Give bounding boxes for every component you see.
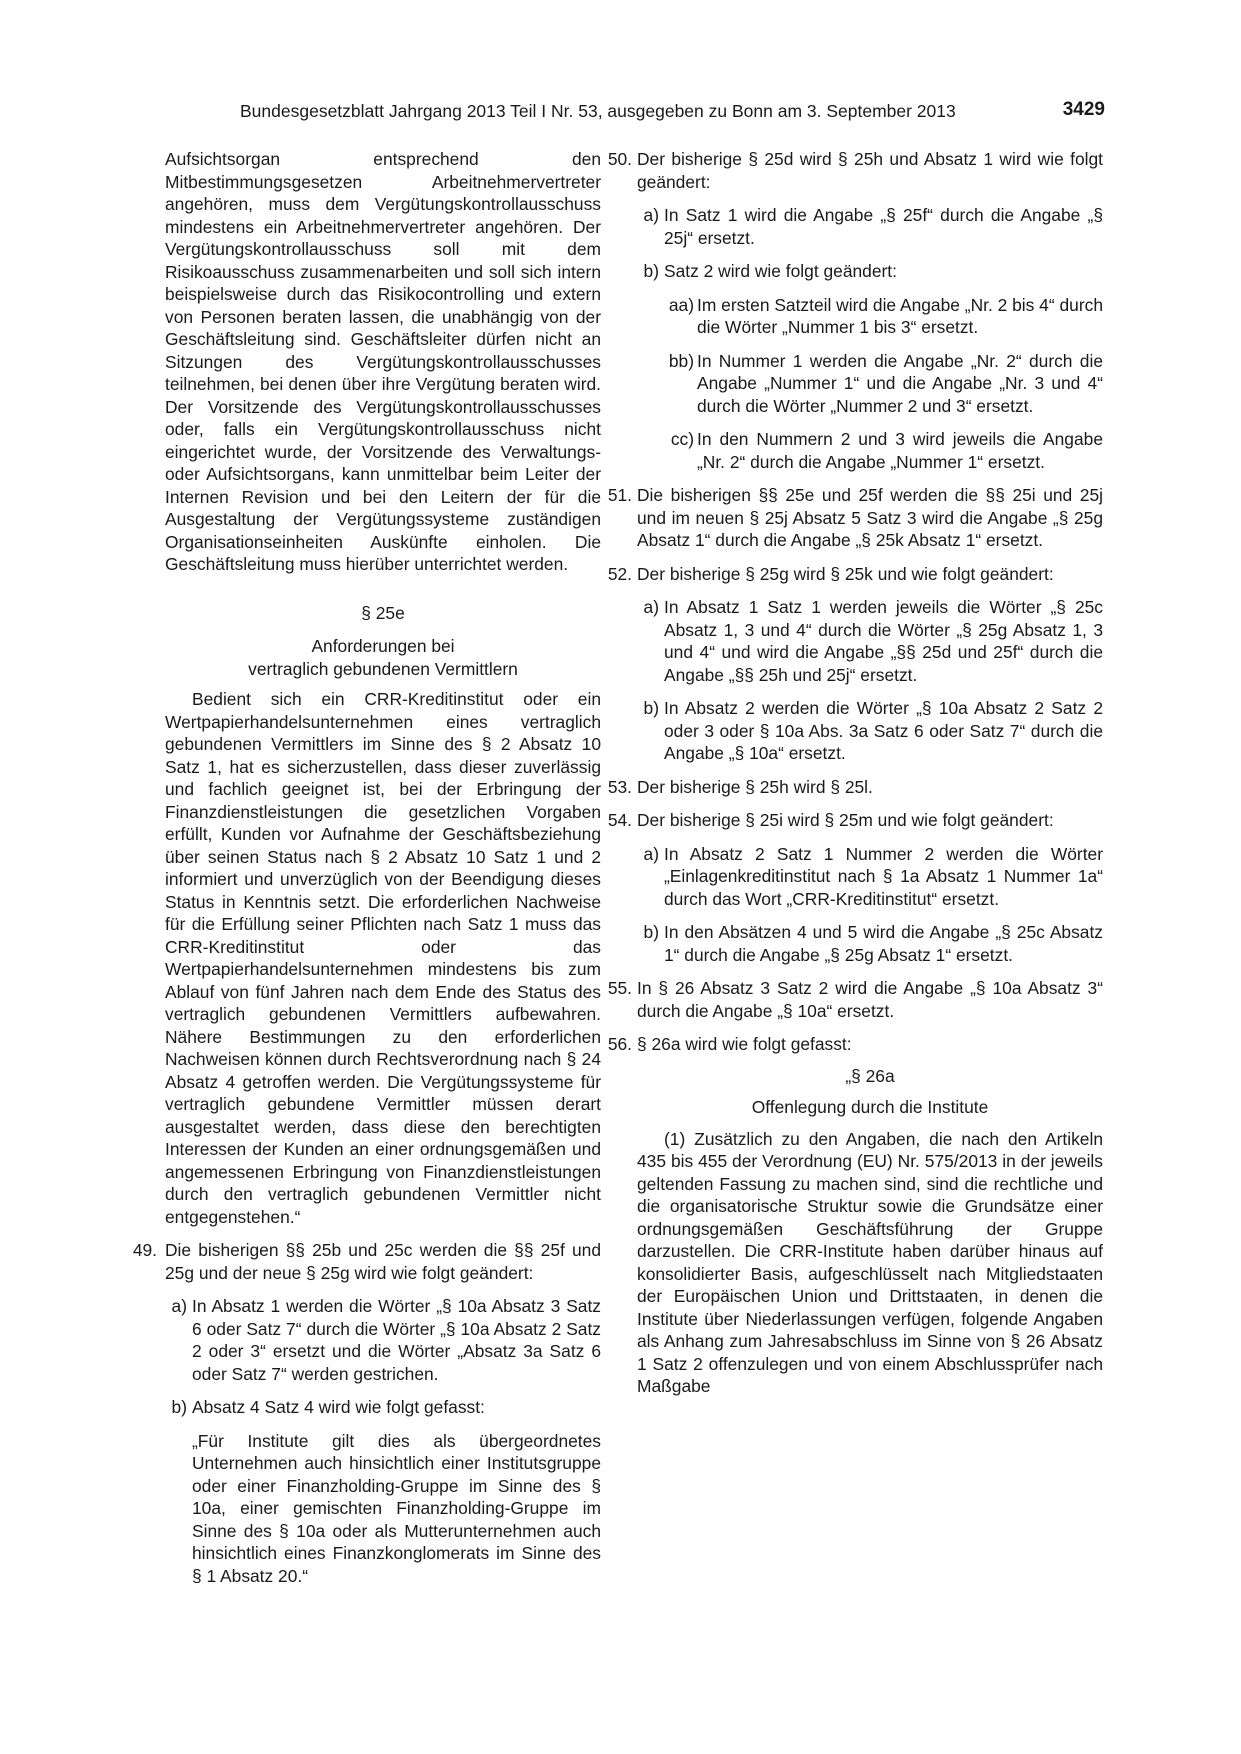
list-item-49 [132,1239,601,1587]
item-number: 50. [607,149,632,169]
list-item-50 [607,148,1103,473]
item-number: 52. [607,563,632,584]
sub-sub-item-text: In Nummer 1 werden die Angabe „Nr. 2“ durch die Angabe „Nummer 1“ und die Angabe „Nr. 3 und 4“ durch die Wörter „Nummer 2 und 3“ ersetzt. [697,350,1103,416]
quoted-paragraph-1: (1) Zusätzlich zu den Angaben, die nach den Artikeln 435 bis 455 der Verordnung (EU) Nr. 575/2013 in der jeweils geltenden Fassung zu machen sind, sind die rechtliche und die organisatorische Struktur sowie die Grundsätze einer ordnungsgemäßen Geschäftsführung der Gruppe darzustellen. Die CRR-Institute haben darüber hinaus auf konsolidierter Basis, aufgeschlüsselt nach Mitgliedstaaten der Europäischen Union und Drittstaaten, in denen die Institute über Niederlassungen verfügen, folgende Angaben als Anhang zum Jahresabschluss im Sinne von § 26 Absatz 1 Satz 2 offenzulegen und von einem Abschlussprüfer nach Maßgabe [637,1128,1103,1396]
list-item-56 [607,1033,1103,1398]
list-item-54 [607,809,1103,966]
sub-item-b [637,260,1103,283]
left-column [132,148,601,1598]
section-number: § 25e [361,602,405,623]
sub-item-text: Absatz 4 Satz 4 wird wie folgt gefasst: [192,1397,485,1417]
item-text: Die bisherigen §§ 25e und 25f werden die §§ 25i und 25j und im neuen § 25j Absatz 5 Satz 3 wird die Angabe „§ 25g Absatz 1“ durch die Angabe „§ 25k Absatz 1“ ersetzt. [637,485,1103,550]
sub-item-text: In Absatz 1 werden die Wörter „§ 10a Absatz 3 Satz 6 oder Satz 7“ durch die Wörter „§ 10a Absatz 2 Satz 2 oder 3“ ersetzt und die Wörter „Absatz 3a Satz 6 oder Satz 7“ werden gestrichen. [192,1296,601,1384]
sub-item-number: b) [643,261,659,281]
sub-sub-item-bb [637,350,1103,418]
sub-sub-item-number: aa) [668,294,694,315]
sub-sub-item-text: In den Nummern 2 und 3 wird jeweils die Angabe „Nr. 2“ durch die Angabe „Nummer 1“ ersetzt. [697,429,1103,472]
item-number: 51. [607,485,632,505]
sub-item-text: In Satz 1 wird die Angabe „§ 25f“ durch die Angabe „§ 25j“ ersetzt. [664,205,1103,248]
section-title-line-2: vertraglich gebundenen Vermittlern [248,658,518,679]
item-text: Die bisherigen §§ 25b und 25c werden die §§ 25f und 25g und der neue § 25g wird wie folgt geändert: [165,1240,601,1283]
sub-item-number: a) [643,843,659,864]
sub-item-a [637,204,1103,249]
item-text: Der bisherige § 25i wird § 25m und wie folgt geändert: [637,810,1054,830]
quoted-section-number: „§ 26a [845,1065,895,1086]
list-item-53 [607,776,1103,799]
item-text: Der bisherige § 25d wird § 25h und Absatz 1 wird wie folgt geändert: [637,149,1103,192]
item-number: 49. [132,1240,157,1260]
page-header [163,101,1117,127]
sub-sub-item-number: cc) [670,429,694,449]
section-title-line-1: Anforderungen bei [311,636,455,656]
sub-item-b [637,921,1103,966]
item-number: 55. [607,978,632,998]
sub-item-number: b) [171,1397,187,1417]
sub-item-b [637,697,1103,765]
item-text: In § 26 Absatz 3 Satz 2 wird die Angabe „§ 10a Absatz 3“ durch die Angabe „§ 10a“ ersetzt. [637,978,1103,1021]
quoted-section-title: Offenlegung durch die Institute [751,1097,989,1117]
sub-item-text: In Absatz 1 Satz 1 werden jeweils die Wörter „§ 25c Absatz 1, 3 und 4“ durch die Wörter „§ 25g Absatz 1, 3 und 4“ und wird die Angabe „§§ 25d und 25f“ durch die Angabe „§§ 25h und 25j“ ersetzt. [664,597,1103,685]
page-number: 3429 [1062,99,1105,120]
sub-item-number: b) [643,698,659,718]
sub-item-a [637,596,1103,686]
sub-item-text: In Absatz 2 Satz 1 Nummer 2 werden die Wörter „Einlagenkreditinstitut nach § 1a Absatz 1 Nummer 1a“ durch das Wort „CRR-Kreditinstitut“ ersetzt. [664,843,1103,909]
right-column [607,148,1103,1409]
sub-item-text: In den Absätzen 4 und 5 wird die Angabe „§ 25c Absatz 1“ durch die Angabe „§ 25g Absatz 1“ ersetzt. [664,922,1103,965]
quoted-text: „Für Institute gilt dies als übergeordnetes Unternehmen auch hinsichtlich einer Institutsgruppe oder einer Finanzholding-Gruppe im Sinne des § 10a, einer gemischten Finanzholding-Gruppe im Sinne des § 10a oder als Mutterunternehmen auch hinsichtlich eines Finanzkonglomerats im Sinne des § 1 Absatz 20.“ [192,1430,601,1586]
sub-item-text: In Absatz 2 werden die Wörter „§ 10a Absatz 2 Satz 2 oder 3 oder § 10a Abs. 3a Satz 6 oder Satz 7“ durch die Angabe „§ 10a“ ersetzt. [664,698,1103,763]
list-item-51 [607,484,1103,552]
sub-item-a [637,843,1103,911]
sub-item-number: a) [171,1296,187,1316]
item-number: 56. [607,1034,632,1054]
sub-sub-item-cc [637,428,1103,473]
item-text: Der bisherige § 25g wird § 25k und wie folgt geändert: [637,563,1054,584]
item-number: 54. [607,810,632,830]
item-text: Der bisherige § 25h wird § 25l. [637,776,873,797]
section-body: Bedient sich ein CRR-Kreditinstitut oder ein Wertpapierhandelsunternehmen eines vertraglich gebundenen Vermittlers im Sinne des § 2 Absatz 10 Satz 1, hat es sicherzustellen, dass dieser zuverlässig und fachlich geeignet ist, bei der Erbringung der Finanzdienstleistungen die gesetzlichen Vorgaben erfüllt, Kunden vor Aufnahme der Geschäftsbeziehung über seinen Status nach § 2 Absatz 10 Satz 1 und 2 informiert und unverzüglich von der Beendigung dieses Status in Kenntnis setzt. Die erforderlichen Nachweise für die Erfüllung seiner Pflichten nach Satz 1 muss das CRR-Kreditinstitut oder das Wertpapierhandelsunternehmen mindestens bis zum Ablauf von fünf Jahren nach dem Ende des Status des vertraglich gebundenen Vermittlers aufbewahren. Nähere Bestimmungen zu den erforderlichen Nachweisen können durch Rechtsverordnung nach § 24 Absatz 4 getroffen werden. Die Vergütungssysteme für vertraglich gebundene Vermittler müssen derart ausgestaltet werden, dass diese den berechtigten Interessen der Kunden an einer ordnungsgemäßen und angemessenen Erbringung von Finanzdienstleistungen durch den vertraglich gebundenen Vermittler nicht entgegenstehen.“ [165,689,601,1227]
continuation-paragraph: Aufsichtsorgan entsprechend den Mitbestimmungsgesetzen Arbeitnehmervertreter angehören, muss dem Vergütungskontrollausschuss mindestens ein Arbeitnehmervertreter angehören. Der Vergütungskontrollausschuss soll mit dem Risikoausschuss zusammenarbeiten und soll sich intern beispielsweise durch das Risikocontrolling und extern von Personen beraten lassen, die unabhängig von der Geschäftsleitung sind. Geschäftsleiter dürfen nicht an Sitzungen des Vergütungskontrollausschusses teilnehmen, bei denen über ihre Vergütung beraten wird. Der Vorsitzende des Vergütungskontrollausschusses oder, falls ein Vergütungskontrollausschuss nicht eingerichtet wurde, der Vorsitzende des Verwaltungs- oder Aufsichtsorgans, kann unmittelbar beim Leiter der Internen Revision und bei den Leitern der für die Ausgestaltung der Vergütungssysteme zuständigen Organisationseinheiten Auskünfte einholen. Die Geschäftsleitung muss hierüber unterrichtet werden. [165,149,601,574]
item-number: 53. [607,776,632,797]
sub-item-number: b) [643,922,659,942]
list-item-55 [607,977,1103,1022]
list-item-52 [607,563,1103,765]
sub-sub-item-text: Im ersten Satzteil wird die Angabe „Nr. 2 bis 4“ durch die Wörter „Nummer 1 bis 3“ ersetzt. [697,294,1103,337]
sub-sub-item-aa [637,294,1103,339]
item-text: § 26a wird wie folgt gefasst: [637,1034,852,1054]
sub-item-a [165,1295,601,1385]
sub-item-number: a) [643,205,659,225]
sub-sub-item-number: bb) [668,350,694,371]
sub-item-number: a) [643,597,659,617]
sub-item-b [165,1396,601,1587]
sub-item-text: Satz 2 wird wie folgt geändert: [664,261,897,281]
header-title: Bundesgesetzblatt Jahrgang 2013 Teil I Nr. 53, ausgegeben zu Bonn am 3. September 2013 [240,101,956,121]
